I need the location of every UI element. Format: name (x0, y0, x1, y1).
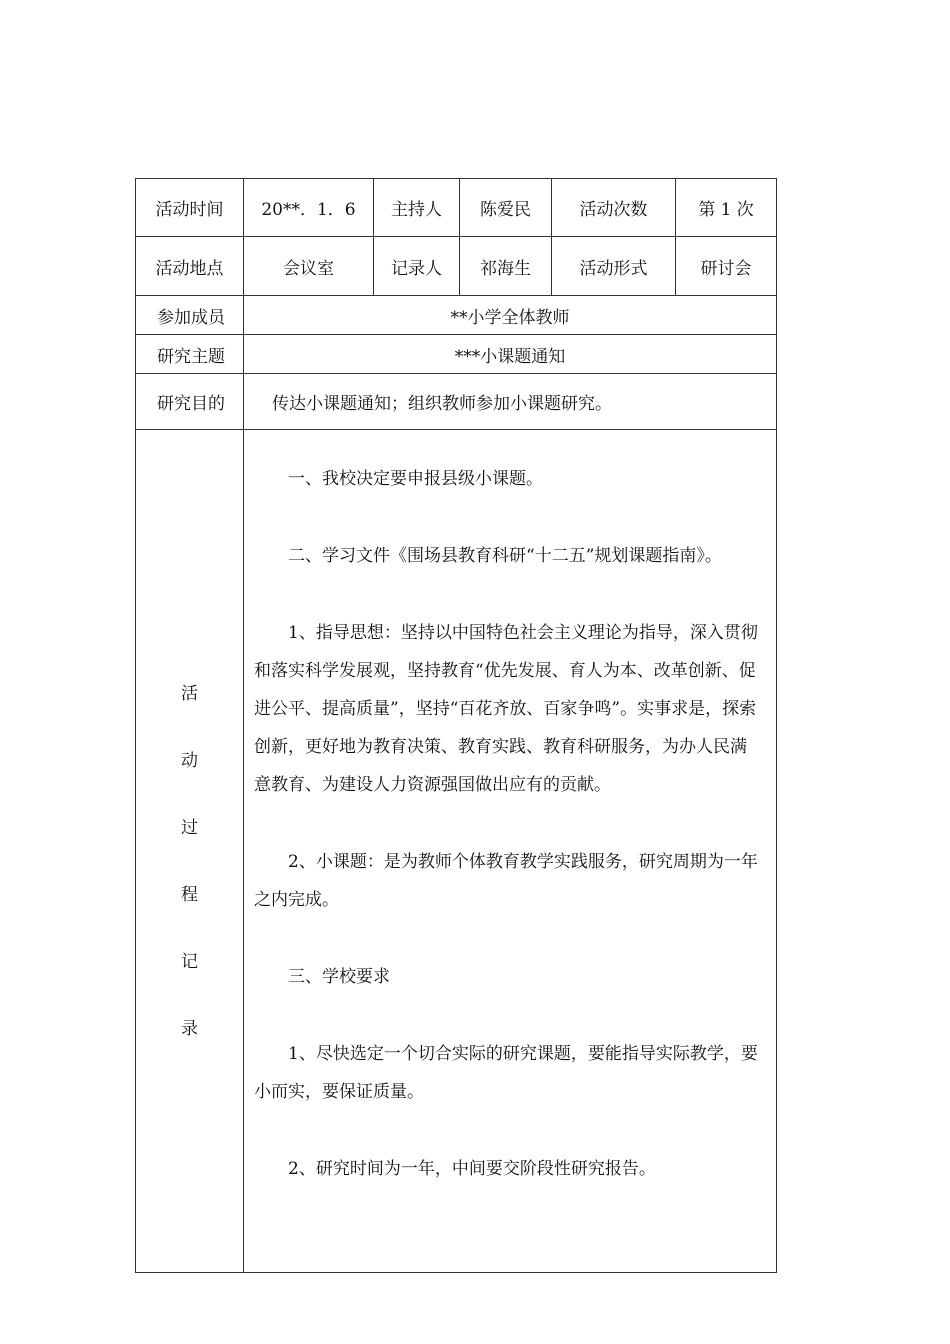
process-label-char: 录 (181, 1019, 198, 1039)
process-label-char: 程 (181, 885, 198, 905)
topic-label: 研究主题 (136, 335, 244, 374)
row-place (136, 237, 777, 296)
process-paragraph: 2、小课题：是为教师个体教育教学实践服务，研究周期为一年之内完成。 (254, 852, 758, 910)
process-paragraph: 2、研究时间为一年，中间要交阶段性研究报告。 (288, 1159, 656, 1179)
place-value: 会议室 (244, 237, 374, 296)
place-label: 活动地点 (136, 237, 244, 296)
purpose-value: 传达小课题通知；组织教师参加小课题研究。 (244, 374, 777, 430)
process-paragraph: 二、学习文件《围场县教育科研“十二五”规划课题指南》。 (288, 546, 722, 566)
form-label: 活动形式 (552, 237, 676, 296)
members-label: 参加成员 (136, 296, 244, 335)
process-content (244, 430, 777, 1273)
process-paragraph: 1、尽快选定一个切合实际的研究课题，要能指导实际教学，要小而实，要保证质量。 (254, 1044, 758, 1102)
time-value: 20**．1．6 (244, 179, 374, 237)
host-value: 陈爱民 (460, 179, 552, 237)
form-value: 研讨会 (676, 237, 777, 296)
members-value: **小学全体教师 (244, 296, 777, 335)
row-process (136, 430, 777, 1273)
time-label: 活动时间 (136, 179, 244, 237)
process-label (136, 430, 244, 1273)
process-paragraph: 一、我校决定要申报县级小课题。 (288, 469, 543, 489)
recorder-value: 祁海生 (460, 237, 552, 296)
process-paragraph: 1、指导思想：坚持以中国特色社会主义理论为指导，深入贯彻和落实科学发展观，坚持教育“优先发展、育人为本、改革创新、促进公平、提高质量”，坚持“百花齐放、百家争鸣”。实事求是，探索创新，更好地为教育决策、教育实践、教育科研服务，为办人民满意教育、为建设人力资源强国做出应有的贡献。 (254, 623, 758, 795)
host-label: 主持人 (374, 179, 460, 237)
count-label: 活动次数 (552, 179, 676, 237)
process-label-char: 过 (181, 818, 198, 838)
topic-value: ***小课题通知 (244, 335, 777, 374)
row-time (136, 179, 777, 237)
purpose-label: 研究目的 (136, 374, 244, 430)
activity-record-table (135, 178, 777, 1273)
process-label-char: 记 (181, 952, 198, 972)
row-topic (136, 335, 777, 374)
count-value: 第 1 次 (676, 179, 777, 237)
row-purpose (136, 374, 777, 430)
recorder-label: 记录人 (374, 237, 460, 296)
process-paragraph: 三、学校要求 (288, 967, 390, 987)
row-members (136, 296, 777, 335)
process-label-char: 动 (181, 751, 198, 771)
process-label-char: 活 (181, 684, 198, 704)
